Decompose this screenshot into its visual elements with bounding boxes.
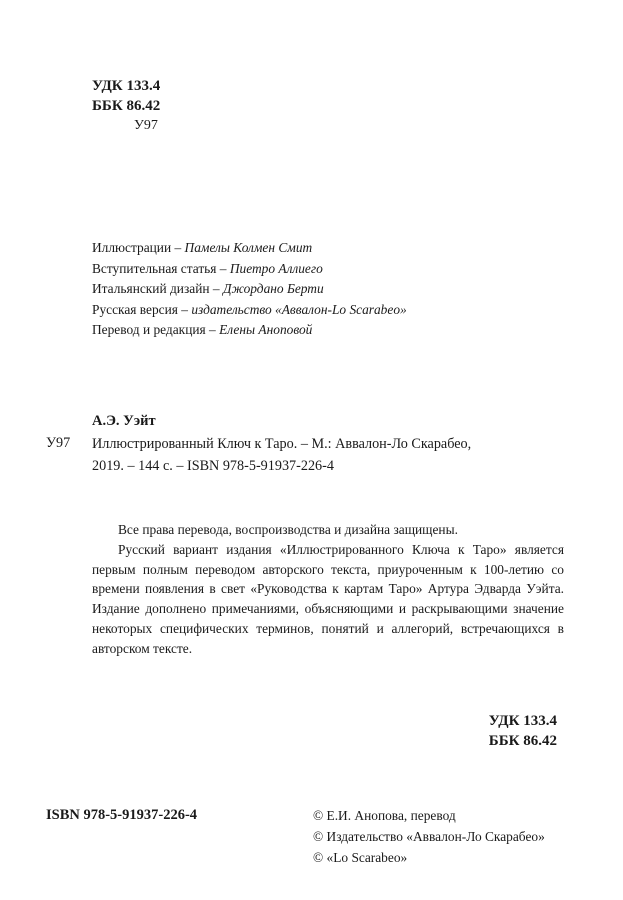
rights-paragraph-1: Все права перевода, воспроизводства и дизайна защищены.	[118, 522, 458, 537]
catalog-description	[92, 433, 562, 477]
copyright-line: © «Lo Scarabeo»	[313, 850, 408, 865]
credit-row	[92, 300, 407, 321]
top-classification-block	[92, 76, 161, 133]
rights-paragraph-2: Русский вариант издания «Иллюстрированного Ключа к Таро» является первым полным переводом авторского текста, приуроченным к 100-летию со времени появления в свет «Руководства к картам Таро» Артура Эдварда Уэйта. Издание дополнено примечаниями, объясняющими и раскрывающими значение некоторых специфических терминов, понятий и аллегорий, встречающихся в авторском тексте.	[92, 541, 564, 656]
isbn: ISBN 978-5-91937-226-4	[46, 807, 198, 823]
bbk-code-bottom: ББК 86.42	[488, 733, 557, 749]
udk-code-bottom: УДК 133.4	[488, 713, 557, 729]
credit-role: Перевод и редакция –	[92, 322, 220, 337]
credit-name: Джордано Берти	[222, 281, 324, 296]
credit-name: Памелы Колмен Смит	[184, 240, 313, 255]
credit-name: издательство «Аввалон-Lo Scarabeo»	[191, 301, 407, 317]
catalog-line-1: Иллюстрированный Ключ к Таро. – М.: Аввалон-Ло Скарабео,	[92, 436, 472, 452]
credits-list	[92, 238, 407, 341]
credit-role: Итальянский дизайн –	[92, 281, 223, 296]
bbk-code: ББК 86.42	[92, 98, 161, 114]
catalog-author: А.Э. Уэйт	[92, 413, 156, 429]
copyright-line: © Издательство «Аввалон-Ло Скарабео»	[313, 829, 545, 844]
credit-row	[92, 238, 407, 259]
credit-role: Иллюстрации –	[92, 240, 185, 255]
credit-row	[92, 320, 407, 341]
copyright-line: © Е.И. Анопова, перевод	[313, 808, 456, 823]
credit-role: Русская версия –	[92, 301, 192, 317]
credit-name: Елены Аноповой	[219, 322, 313, 337]
udk-code: УДК 133.4	[92, 78, 161, 94]
credit-role: Вступительная статья –	[92, 260, 230, 276]
credit-row	[92, 259, 407, 280]
rights-notice	[92, 520, 564, 659]
catalog-line-2: 2019. – 144 с. – ISBN 978-5-91937-226-4	[92, 458, 334, 474]
credit-name: Пиетро Аллиего	[229, 260, 323, 276]
copyright-block	[313, 805, 545, 868]
credit-row	[92, 279, 407, 300]
author-mark: У97	[134, 118, 158, 133]
bottom-classification-block	[489, 711, 557, 751]
catalog-author-mark: У97	[46, 435, 71, 451]
